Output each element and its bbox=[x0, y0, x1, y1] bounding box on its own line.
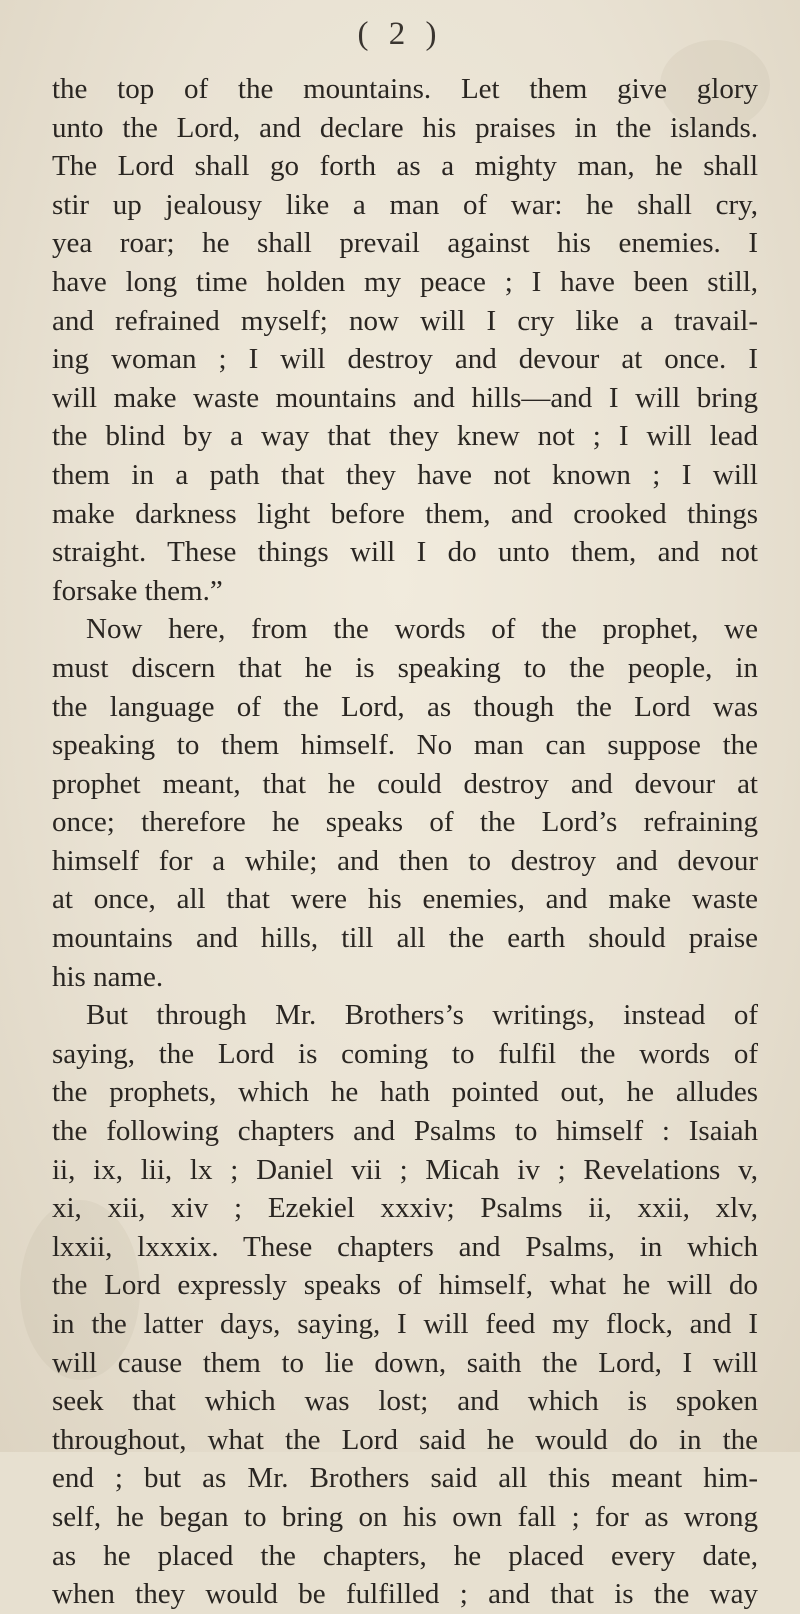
text-line: the Lord expressly speaks of himself, what he will do bbox=[52, 1269, 758, 1302]
text-line: when they would be fulfilled ; and that is the way bbox=[52, 1578, 758, 1611]
text-line: himself for a while; and then to destroy and devour bbox=[52, 844, 758, 877]
text-line: ii, ix, lii, lx ; Daniel vii ; Micah iv ; Revelations v, bbox=[52, 1153, 758, 1186]
text-line: the blind by a way that they knew not ; I will lead bbox=[52, 420, 758, 453]
text-line: will cause them to lie down, saith the Lord, I will bbox=[52, 1346, 758, 1379]
text-line: self, he began to bring on his own fall ; for as wrong bbox=[52, 1500, 758, 1533]
text-line: stir up jealousy like a man of war: he shall cry, bbox=[52, 188, 758, 221]
text-line: The Lord shall go forth as a mighty man, he shall bbox=[52, 150, 758, 183]
text-line: as he placed the chapters, he placed every date, bbox=[52, 1539, 758, 1572]
page-number: ( 2 ) bbox=[357, 16, 443, 52]
text-line: at once, all that were his enemies, and make waste bbox=[52, 883, 758, 916]
text-line: end ; but as Mr. Brothers said all this meant him- bbox=[52, 1462, 758, 1495]
text-line: yea roar; he shall prevail against his enemies. I bbox=[52, 227, 758, 260]
text-line: speaking to them himself. No man can suppose the bbox=[52, 729, 758, 762]
text-line: prophet meant, that he could destroy and devour at bbox=[52, 767, 758, 800]
text-line: once; therefore he speaks of the Lord’s refraining bbox=[52, 806, 758, 839]
text-line: and refrained myself; now will I cry like a travail- bbox=[52, 304, 758, 337]
text-line: the top of the mountains. Let them give glory bbox=[52, 73, 758, 105]
text-line: forsake them.” bbox=[52, 574, 223, 607]
text-line: them in a path that they have not known ; I will bbox=[52, 458, 758, 491]
text-line: saying, the Lord is coming to fulfil the words of bbox=[52, 1037, 758, 1070]
text-line: But through Mr. Brothers’s writings, instead of bbox=[86, 999, 758, 1032]
body-text bbox=[52, 70, 758, 1614]
text-line: throughout, what the Lord said he would do in the bbox=[52, 1423, 758, 1456]
text-line: the prophets, which he hath pointed out, he alludes bbox=[52, 1076, 758, 1109]
text-line: ing woman ; I will destroy and devour at once. I bbox=[52, 343, 758, 376]
text-line: the following chapters and Psalms to himself : Isaiah bbox=[52, 1115, 758, 1148]
text-line: must discern that he is speaking to the people, in bbox=[52, 651, 758, 684]
text-line: his name. bbox=[52, 960, 164, 993]
text-line: straight. These things will I do unto them, and not bbox=[52, 536, 758, 569]
text-line: have long time holden my peace ; I have been still, bbox=[52, 265, 758, 298]
text-line: unto the Lord, and declare his praises in the islands. bbox=[52, 111, 758, 144]
text-line: will make waste mountains and hills—and I will bring bbox=[52, 381, 758, 414]
text-line: xi, xii, xiv ; Ezekiel xxxiv; Psalms ii, xxii, xlv, bbox=[52, 1192, 758, 1225]
text-line: mountains and hills, till all the earth should praise bbox=[52, 922, 758, 955]
text-line: Now here, from the words of the prophet, we bbox=[86, 613, 758, 646]
text-line: the language of the Lord, as though the Lord was bbox=[52, 690, 758, 723]
text-line: lxxii, lxxxix. These chapters and Psalms, in which bbox=[52, 1230, 758, 1263]
text-line: seek that which was lost; and which is spoken bbox=[52, 1385, 758, 1418]
text-line: in the latter days, saying, I will feed my flock, and I bbox=[52, 1308, 758, 1340]
text-line: make darkness light before them, and crooked things bbox=[52, 497, 758, 530]
